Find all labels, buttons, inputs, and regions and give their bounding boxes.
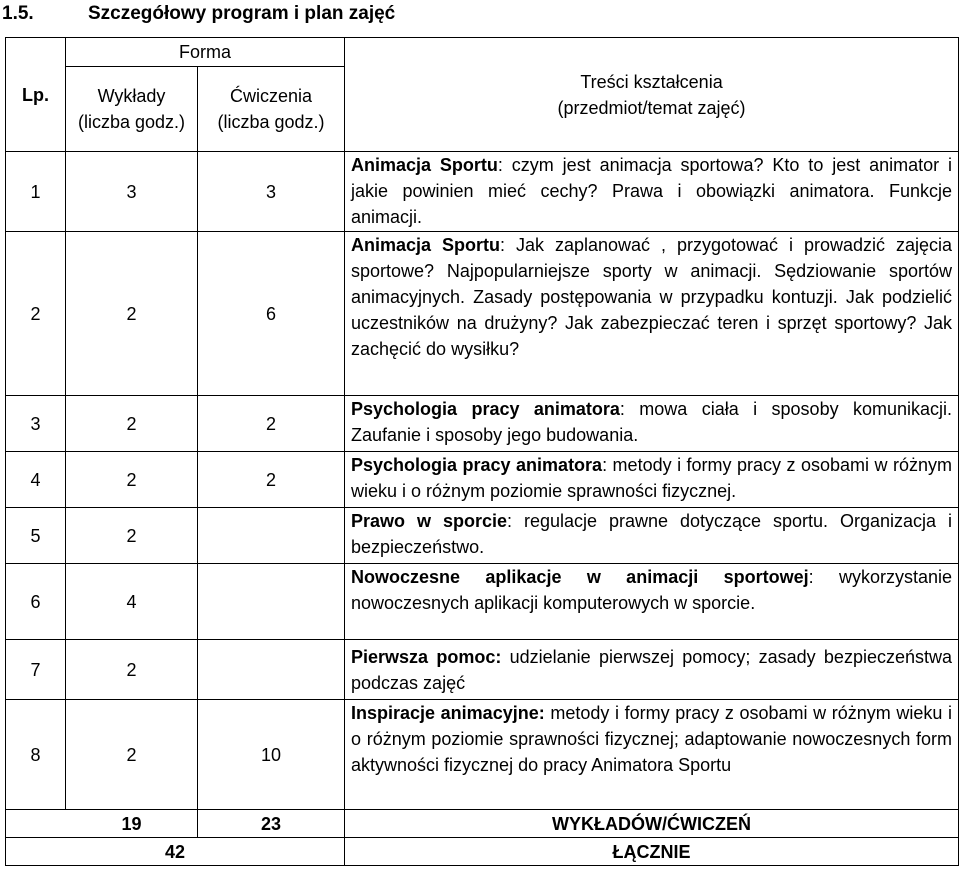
row-content — [345, 640, 959, 700]
row-cwiczenia: 2 — [198, 452, 345, 508]
row-wyklady: 2 — [66, 232, 198, 396]
total-label: WYKŁADÓW/ĆWICZEŃ — [345, 810, 959, 838]
row-lp: 5 — [6, 508, 66, 564]
row-desc: metody i formy pracy z osobami w różnym wieku i o różnym poziomie sprawności fizycznej; adaptowanie nowoczesnych form aktywności fizycznej do pracy Animatora Sportu — [351, 703, 953, 775]
row-wyklady: 2 — [66, 396, 198, 452]
row-wyklady: 2 — [66, 508, 198, 564]
total-cwiczenia: 23 — [198, 810, 345, 838]
table-row — [6, 396, 959, 452]
header-row-1 — [6, 38, 959, 67]
row-lp: 4 — [6, 452, 66, 508]
row-topic: Inspiracje animacyjne: — [351, 703, 545, 723]
total-sum-label: ŁĄCZNIE — [345, 838, 959, 866]
row-cwiczenia — [198, 564, 345, 640]
row-desc: : Jak zaplanować , przygotować i prowadzić zajęcia sportowe? Najpopularniejsze sporty w animacji. Sędziowanie sportów animacyjnych. Zasady postępowania w przypadku kontuzji. Jak podzielić uczestników na drużyny? Jak zabezpieczać teren i sprzęt sportowy? Jak zachęcić do wysiłku? — [351, 235, 953, 359]
sum-row — [6, 838, 959, 866]
row-desc: : wykorzystanie nowoczesnych aplikacji komputerowych w sporcie. — [351, 567, 952, 613]
row-content — [345, 452, 959, 508]
row-topic: Psychologia pracy animatora — [351, 399, 620, 419]
table-row — [6, 452, 959, 508]
total-wyklady: 19 — [6, 810, 198, 838]
header-lp: Lp. — [6, 38, 66, 152]
row-content — [345, 152, 959, 232]
row-lp: 7 — [6, 640, 66, 700]
table-row — [6, 508, 959, 564]
row-desc: : czym jest animacja sportowa? Kto to jest animator i jakie powinien mieć cechy? Prawa i obowiązki animatora. Funkcje animacji. — [351, 155, 953, 227]
section-number: 1.5. — [2, 3, 34, 24]
row-content — [345, 700, 959, 810]
row-wyklady: 2 — [66, 700, 198, 810]
section-title — [2, 0, 395, 30]
row-desc: : metody i formy pracy z osobami w różnym wieku i o różnym poziomie sprawności fizycznej. — [351, 455, 953, 501]
row-topic: Nowoczesne aplikacje w animacji sportowej — [351, 567, 809, 587]
table-row — [6, 640, 959, 700]
totals-row — [6, 810, 959, 838]
row-lp: 3 — [6, 396, 66, 452]
row-content — [345, 508, 959, 564]
row-topic: Pierwsza pomoc: — [351, 646, 502, 667]
row-lp: 1 — [6, 152, 66, 232]
total-sum: 42 — [6, 838, 345, 866]
table-row — [6, 232, 959, 396]
row-cwiczenia: 6 — [198, 232, 345, 396]
table-row — [6, 700, 959, 810]
row-cwiczenia — [198, 640, 345, 700]
row-content — [345, 564, 959, 640]
row-cwiczenia: 10 — [198, 700, 345, 810]
row-wyklady: 2 — [66, 452, 198, 508]
row-lp: 6 — [6, 564, 66, 640]
section-heading: Szczegółowy program i plan zajęć — [88, 3, 396, 24]
row-lp: 8 — [6, 700, 66, 810]
row-cwiczenia: 3 — [198, 152, 345, 232]
row-cwiczenia — [198, 508, 345, 564]
row-content — [345, 232, 959, 396]
table-row — [6, 564, 959, 640]
row-topic: Psychologia pracy animatora — [351, 455, 603, 475]
row-wyklady: 4 — [66, 564, 198, 640]
row-topic: Prawo w sporcie — [351, 511, 507, 531]
row-desc: : mowa ciała i sposoby komunikacji. Zaufanie i sposoby jego budowania. — [351, 399, 953, 445]
header-cwiczenia: Ćwiczenia (liczba godz.) — [198, 67, 345, 152]
header-tresci: Treści kształcenia (przedmiot/temat zajęć) — [345, 38, 959, 152]
row-wyklady: 2 — [66, 640, 198, 700]
table-row — [6, 152, 959, 232]
row-desc: udzielanie pierwszej pomocy; zasady bezpieczeństwa podczas zajęć — [351, 646, 952, 693]
header-forma: Forma — [66, 38, 345, 67]
row-wyklady: 3 — [66, 152, 198, 232]
row-cwiczenia: 2 — [198, 396, 345, 452]
row-topic: Animacja Sportu — [351, 155, 498, 175]
program-table — [5, 37, 959, 866]
header-wyklady: Wykłady (liczba godz.) — [66, 67, 198, 152]
row-lp: 2 — [6, 232, 66, 396]
row-desc: : regulacje prawne dotyczące sportu. Organizacja i bezpieczeństwo. — [351, 511, 952, 557]
row-topic: Animacja Sportu — [351, 235, 501, 255]
row-content — [345, 396, 959, 452]
